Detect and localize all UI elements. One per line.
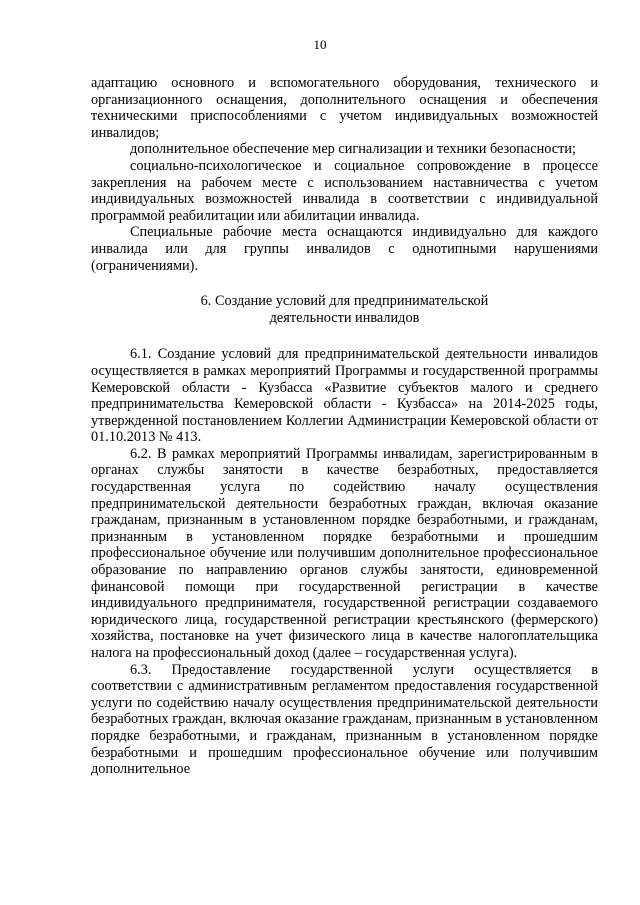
document-body <box>91 75 598 778</box>
paragraph-6-2: 6.2. В рамках мероприятий Программы инвалидам, зарегистрированным в органах службы занятости в качестве безработных, предоставляется государственная услуга по содействию началу осуществления предпринимательской деятельности безработных граждан, включая оказание гражданам, признанным в установленном порядке безработными, и гражданам, признанным в установленном порядке безработными и прошедшим профессиональное обучение или получившим дополнительное профессиональное образование по направлению органов службы занятости, единовременной финансовой помощи при государственной регистрации в качестве индивидуального предпринимателя, государственной регистрации создаваемого юридического лица, государственной регистрации крестьянского (фермерского) хозяйства, постановке на учет физического лица в качестве налогоплательщика налога на профессиональный доход (далее – государственная услуга). <box>91 445 598 661</box>
paragraph-workplaces: Специальные рабочие места оснащаются индивидуально для каждого инвалида или для группы инвалидов с однотипными нарушениями (ограничениями). <box>91 224 598 274</box>
paragraph-support: социально-психологическое и социальное сопровождение в процессе закрепления на рабочем месте с использованием наставничества с учетом индивидуальных возможностей инвалида в соответствии с индивидуальной программой реабилитации или абилитации инвалида. <box>91 157 598 224</box>
paragraph-6-1: 6.1. Создание условий для предпринимательской деятельности инвалидов осуществляется в рамках мероприятий Программы и государственной программы Кемеровской области - Кузбасса «Развитие субъектов малого и среднего предпринимательства Кемеровской области - Кузбасса» на 2014-2025 годы, утвержденной постановлением Коллегии Администрации Кемеровской области от 01.10.2013 № 413. <box>91 346 598 446</box>
page-number: 10 <box>313 37 327 52</box>
paragraph-adaptation: адаптацию основного и вспомогательного оборудования, технического и организационного оснащения, дополнительного оснащения и обеспечения техническими приспособлениями с учетом индивидуальных возможностей инвалидов; <box>91 75 598 141</box>
section-heading-line-1: 6. Создание условий для предпринимательской <box>200 293 489 310</box>
section-heading <box>91 293 598 326</box>
paragraph-signaling: дополнительное обеспечение мер сигнализации и техники безопасности; <box>130 141 576 158</box>
paragraph-6-3: 6.3. Предоставление государственной услуги осуществляется в соответствии с административным регламентом предоставления государственной услуги по содействию началу осуществления предпринимательской деятельности безработных граждан, включая оказание гражданам, признанным в установленном порядке безработными, и гражданам, признанным в установленном порядке безработными и прошедшим профессиональное обучение или получившим дополнительное <box>91 661 598 778</box>
section-heading-line-2: деятельности инвалидов <box>269 309 420 326</box>
